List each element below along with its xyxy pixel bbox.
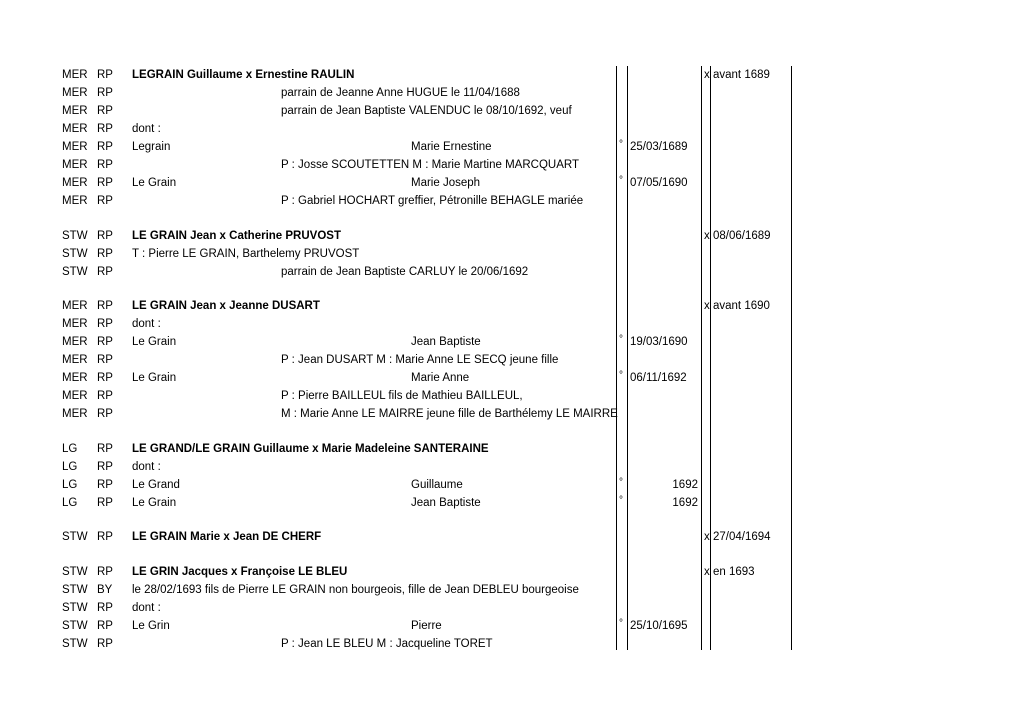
- birth-date: 1692: [672, 479, 698, 491]
- table-row: [0, 245, 1024, 263]
- name-cell: Legrain: [132, 141, 171, 153]
- source-code: RP: [97, 177, 113, 189]
- detail-cell: P : Jean LE BLEU M : Jacqueline TORET: [281, 638, 493, 650]
- name-cell: Le Grin: [132, 620, 170, 632]
- table-row: [0, 192, 1024, 210]
- table-row: [0, 263, 1024, 281]
- given-name-cell: Jean Baptiste: [411, 497, 481, 509]
- marriage-symbol: x: [704, 531, 710, 543]
- table-row: [0, 617, 1024, 635]
- name-cell: dont :: [132, 461, 161, 473]
- table-row: [0, 66, 1024, 84]
- given-name-cell: Guillaume: [411, 479, 463, 491]
- source-code: RP: [97, 566, 113, 578]
- marriage-symbol: x: [704, 300, 710, 312]
- place-code: MER: [62, 87, 88, 99]
- birth-symbol: °: [619, 334, 623, 345]
- place-code: STW: [62, 620, 88, 632]
- place-code: MER: [62, 300, 88, 312]
- marriage-symbol: x: [704, 566, 710, 578]
- table-row: [0, 458, 1024, 476]
- source-code: RP: [97, 531, 113, 543]
- birth-date: 25/03/1689: [630, 141, 688, 153]
- source-code: RP: [97, 230, 113, 242]
- table-row: [0, 405, 1024, 423]
- name-cell: le 28/02/1693 fils de Pierre LE GRAIN non bourgeois, fille de Jean DEBLEU bourgeoise: [132, 584, 579, 596]
- place-code: LG: [62, 443, 78, 455]
- place-code: STW: [62, 266, 88, 278]
- table-row: [0, 227, 1024, 245]
- birth-date: 19/03/1690: [630, 336, 688, 348]
- table-row: [0, 440, 1024, 458]
- table-row: [0, 174, 1024, 192]
- place-code: MER: [62, 390, 88, 402]
- place-code: STW: [62, 638, 88, 650]
- birth-symbol: °: [619, 477, 623, 488]
- table-row: [0, 138, 1024, 156]
- detail-cell: P : Josse SCOUTETTEN M : Marie Martine MARCQUART: [281, 159, 579, 171]
- source-code: RP: [97, 248, 113, 260]
- marriage-date: 08/06/1689: [713, 230, 771, 242]
- name-cell: LE GRAND/LE GRAIN Guillaume x Marie Madeleine SANTERAINE: [132, 443, 489, 455]
- name-cell: dont :: [132, 318, 161, 330]
- detail-cell: parrain de Jean Baptiste CARLUY le 20/06/1692: [281, 266, 529, 278]
- place-code: LG: [62, 479, 78, 491]
- place-code: LG: [62, 497, 78, 509]
- name-cell: dont :: [132, 123, 161, 135]
- birth-symbol: °: [619, 175, 623, 186]
- place-code: MER: [62, 336, 88, 348]
- table-row: [0, 120, 1024, 138]
- source-code: RP: [97, 620, 113, 632]
- source-code: RP: [97, 390, 113, 402]
- place-code: MER: [62, 159, 88, 171]
- source-code: RP: [97, 602, 113, 614]
- birth-symbol: °: [619, 618, 623, 629]
- table-row: [0, 476, 1024, 494]
- source-code: RP: [97, 105, 113, 117]
- source-code: RP: [97, 159, 113, 171]
- table-row: [0, 387, 1024, 405]
- place-code: MER: [62, 141, 88, 153]
- place-code: MER: [62, 318, 88, 330]
- place-code: STW: [62, 531, 88, 543]
- detail-cell: P : Jean DUSART M : Marie Anne LE SECQ jeune fille: [281, 354, 559, 366]
- given-name-cell: Jean Baptiste: [411, 336, 481, 348]
- source-code: RP: [97, 123, 113, 135]
- name-cell: Le Grain: [132, 336, 177, 348]
- source-code: RP: [97, 69, 113, 81]
- source-code: RP: [97, 195, 113, 207]
- name-cell: Le Grain: [132, 177, 177, 189]
- table-row: [0, 84, 1024, 102]
- source-code: RP: [97, 336, 113, 348]
- source-code: RP: [97, 266, 113, 278]
- birth-date: 25/10/1695: [630, 620, 688, 632]
- place-code: MER: [62, 195, 88, 207]
- source-code: RP: [97, 354, 113, 366]
- source-code: RP: [97, 443, 113, 455]
- given-name-cell: Marie Joseph: [411, 177, 481, 189]
- given-name-cell: Marie Ernestine: [411, 141, 492, 153]
- marriage-symbol: x: [704, 69, 710, 81]
- detail-cell: M : Marie Anne LE MAIRRE jeune fille de Barthélemy LE MAIRRE: [281, 408, 618, 420]
- marriage-date: avant 1690: [713, 300, 770, 312]
- marriage-date: avant 1689: [713, 69, 770, 81]
- place-code: MER: [62, 177, 88, 189]
- table-row: [0, 315, 1024, 333]
- source-code: RP: [97, 638, 113, 650]
- table-row: [0, 156, 1024, 174]
- source-code: RP: [97, 300, 113, 312]
- place-code: STW: [62, 248, 88, 260]
- birth-date: 1692: [672, 497, 698, 509]
- source-code: RP: [97, 497, 113, 509]
- name-cell: LE GRAIN Jean x Jeanne DUSART: [132, 300, 320, 312]
- name-cell: Le Grain: [132, 372, 177, 384]
- table-row: [0, 581, 1024, 599]
- birth-symbol: °: [619, 495, 623, 506]
- table-row: [0, 369, 1024, 387]
- table-row: [0, 494, 1024, 512]
- table-row: [0, 351, 1024, 369]
- table-row: [0, 528, 1024, 546]
- place-code: STW: [62, 602, 88, 614]
- given-name-cell: Pierre: [411, 620, 442, 632]
- detail-cell: parrain de Jeanne Anne HUGUE le 11/04/1688: [281, 87, 520, 99]
- source-code: RP: [97, 479, 113, 491]
- source-code: RP: [97, 408, 113, 420]
- birth-symbol: °: [619, 370, 623, 381]
- name-cell: Le Grain: [132, 497, 177, 509]
- place-code: MER: [62, 123, 88, 135]
- source-code: RP: [97, 141, 113, 153]
- name-cell: dont :: [132, 602, 161, 614]
- table-row: [0, 599, 1024, 617]
- table-row: [0, 333, 1024, 351]
- place-code: LG: [62, 461, 78, 473]
- place-code: STW: [62, 230, 88, 242]
- detail-cell: P : Pierre BAILLEUL fils de Mathieu BAILLEUL,: [281, 390, 523, 402]
- place-code: MER: [62, 408, 88, 420]
- name-cell: T : Pierre LE GRAIN, Barthelemy PRUVOST: [132, 248, 360, 260]
- table-row: [0, 563, 1024, 581]
- name-cell: LEGRAIN Guillaume x Ernestine RAULIN: [132, 69, 355, 81]
- given-name-cell: Marie Anne: [411, 372, 470, 384]
- source-code: RP: [97, 372, 113, 384]
- marriage-date: en 1693: [713, 566, 755, 578]
- place-code: MER: [62, 354, 88, 366]
- name-cell: LE GRIN Jacques x Françoise LE BLEU: [132, 566, 348, 578]
- table-row: [0, 635, 1024, 653]
- detail-cell: parrain de Jean Baptiste VALENDUC le 08/10/1692, veuf: [281, 105, 572, 117]
- birth-date: 07/05/1690: [630, 177, 688, 189]
- birth-date: 06/11/1692: [630, 372, 687, 384]
- source-code: RP: [97, 87, 113, 99]
- table-row: [0, 102, 1024, 120]
- source-code: RP: [97, 318, 113, 330]
- place-code: STW: [62, 584, 88, 596]
- marriage-symbol: x: [704, 230, 710, 242]
- name-cell: LE GRAIN Marie x Jean DE CHERF: [132, 531, 322, 543]
- place-code: STW: [62, 566, 88, 578]
- birth-symbol: °: [619, 139, 623, 150]
- table-row: [0, 297, 1024, 315]
- source-code: BY: [97, 584, 113, 596]
- place-code: MER: [62, 372, 88, 384]
- detail-cell: P : Gabriel HOCHART greffier, Pétronille BEHAGLE mariée: [281, 195, 584, 207]
- source-code: RP: [97, 461, 113, 473]
- name-cell: Le Grand: [132, 479, 180, 491]
- place-code: MER: [62, 105, 88, 117]
- marriage-date: 27/04/1694: [713, 531, 771, 543]
- name-cell: LE GRAIN Jean x Catherine PRUVOST: [132, 230, 341, 242]
- place-code: MER: [62, 69, 88, 81]
